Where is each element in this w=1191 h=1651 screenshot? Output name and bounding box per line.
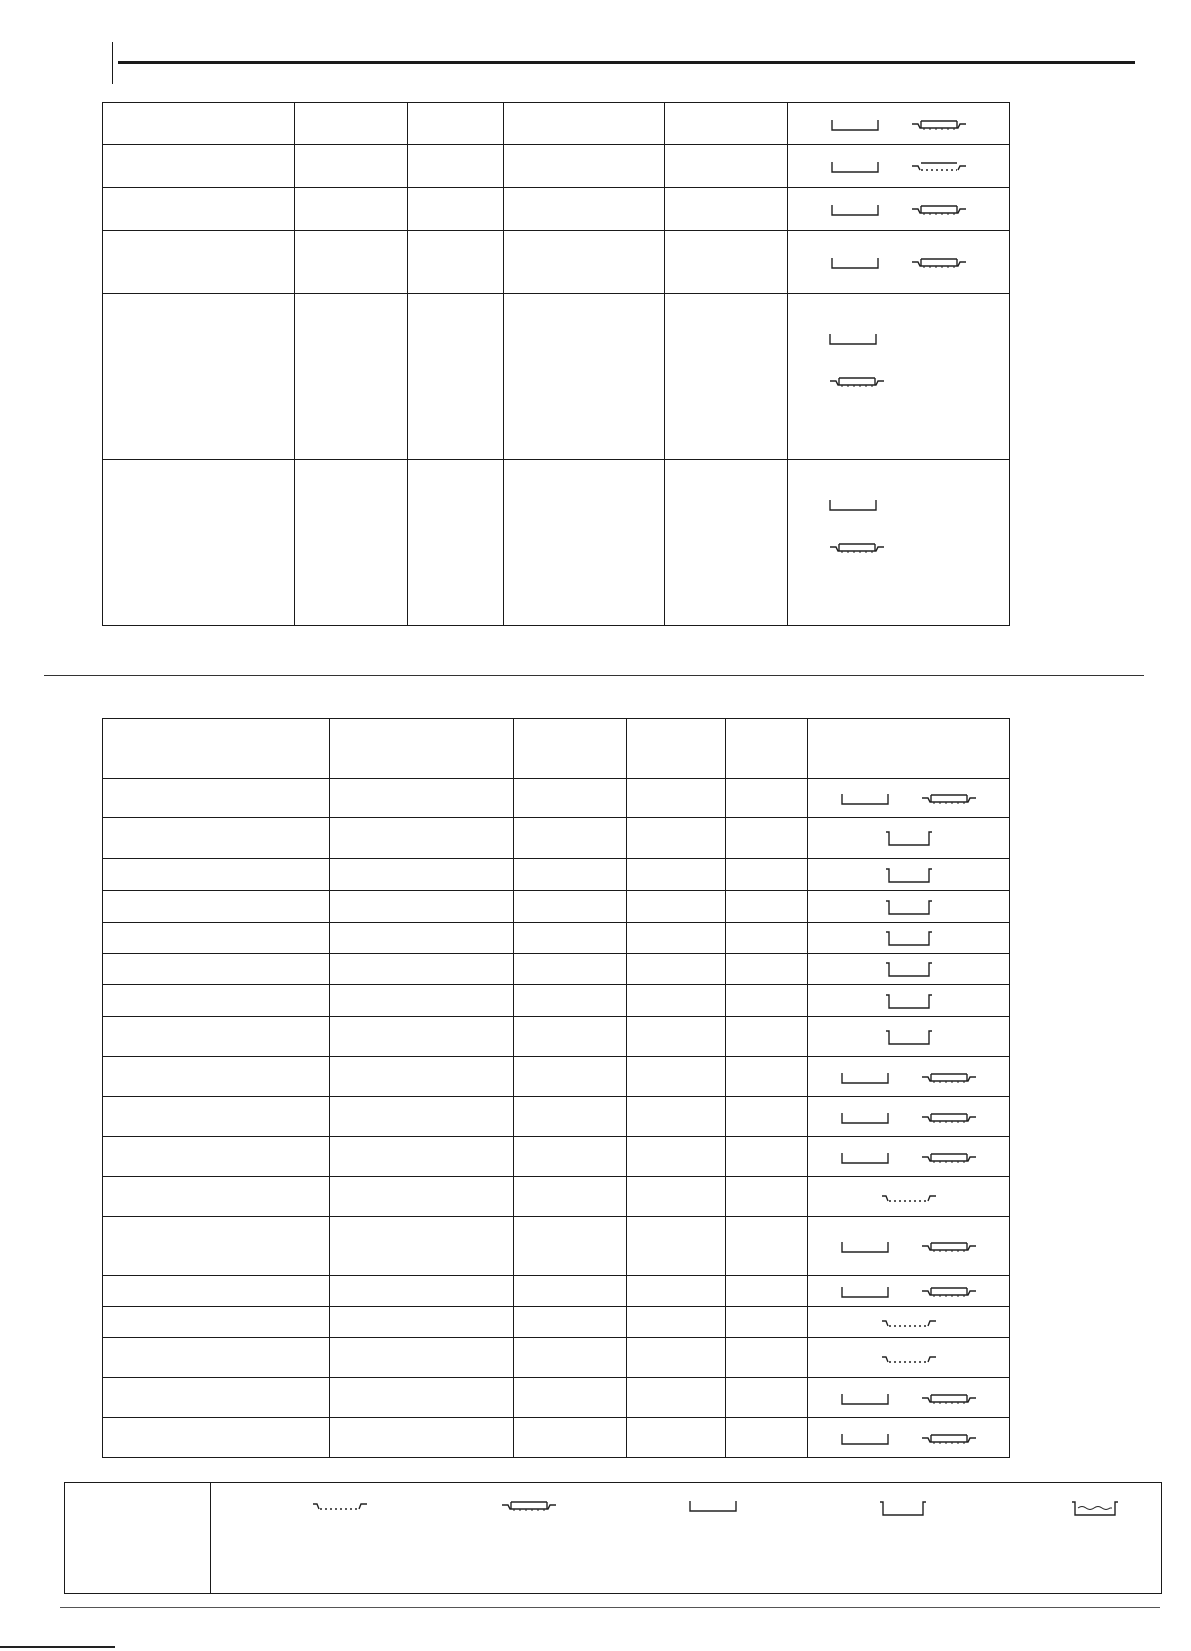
table-cell bbox=[726, 859, 808, 891]
table-cell bbox=[504, 460, 665, 626]
table-cell bbox=[726, 1418, 808, 1458]
table-header-row bbox=[103, 719, 1010, 779]
table-cell bbox=[103, 1307, 330, 1338]
table-cell bbox=[514, 818, 627, 859]
table-cell bbox=[330, 1057, 514, 1097]
table-cell bbox=[726, 779, 808, 818]
table-cell bbox=[103, 460, 295, 626]
accessory-cell bbox=[788, 460, 1010, 626]
legend-item bbox=[1020, 1499, 1170, 1542]
table-cell bbox=[330, 923, 514, 954]
table-row bbox=[103, 859, 1010, 891]
table-cell bbox=[726, 1217, 808, 1276]
table-cell bbox=[103, 231, 295, 294]
table-cell bbox=[726, 1057, 808, 1097]
grill-rack-icon bbox=[920, 1429, 978, 1445]
legend-item bbox=[828, 1499, 978, 1542]
water-pan-icon bbox=[1070, 1504, 1120, 1520]
flat-pan-icon bbox=[840, 1389, 890, 1405]
table-cell bbox=[627, 1217, 726, 1276]
table-cell bbox=[514, 1017, 627, 1057]
wire-rack-icon bbox=[311, 1499, 369, 1515]
deep-pan-icon bbox=[884, 960, 934, 976]
accessory-cell bbox=[808, 779, 1010, 818]
table-cell bbox=[627, 923, 726, 954]
table-cell bbox=[627, 1137, 726, 1177]
table-cell bbox=[295, 188, 408, 231]
table-cell bbox=[627, 1418, 726, 1458]
wire-rack-icon bbox=[880, 1314, 938, 1330]
table-cell bbox=[627, 818, 726, 859]
flat-pan-icon bbox=[828, 499, 878, 515]
table-cell bbox=[295, 145, 408, 188]
legend-items bbox=[210, 1483, 1161, 1593]
table-row bbox=[103, 1418, 1010, 1458]
table-row bbox=[103, 460, 1010, 626]
table-header-cell bbox=[726, 719, 808, 779]
flat-pan-icon bbox=[840, 1108, 890, 1124]
table-cell bbox=[103, 891, 330, 923]
legend-caption bbox=[638, 1522, 788, 1538]
table-cell bbox=[408, 103, 504, 145]
table-cell bbox=[408, 188, 504, 231]
table-cell bbox=[726, 1378, 808, 1418]
accessory-cell bbox=[788, 231, 1010, 294]
table-cell bbox=[103, 859, 330, 891]
table-row bbox=[103, 1378, 1010, 1418]
table-cell bbox=[627, 779, 726, 818]
wire-rack-icon bbox=[880, 1350, 938, 1366]
table-cell bbox=[726, 1177, 808, 1217]
flat-pan-icon bbox=[830, 254, 880, 270]
table-cell bbox=[726, 954, 808, 985]
legend-item bbox=[454, 1499, 604, 1538]
table-row bbox=[103, 1137, 1010, 1177]
table-cell bbox=[330, 1137, 514, 1177]
table-row bbox=[103, 891, 1010, 923]
accessory-cell bbox=[808, 1017, 1010, 1057]
accessory-cell bbox=[808, 1057, 1010, 1097]
table-row bbox=[103, 1338, 1010, 1378]
accessory-cell bbox=[788, 188, 1010, 231]
table-cell bbox=[514, 1276, 627, 1307]
table-cell bbox=[514, 1418, 627, 1458]
table-row bbox=[103, 779, 1010, 818]
table-cell bbox=[103, 1338, 330, 1378]
table-cell bbox=[627, 1338, 726, 1378]
table-cell bbox=[726, 985, 808, 1017]
upper-table bbox=[102, 102, 1010, 626]
deep-pan-icon bbox=[884, 929, 934, 945]
table-cell bbox=[330, 818, 514, 859]
table-row bbox=[103, 1097, 1010, 1137]
table-cell bbox=[103, 145, 295, 188]
table-cell bbox=[103, 188, 295, 231]
table-cell bbox=[665, 460, 788, 626]
flat-pan-icon bbox=[830, 201, 880, 217]
table-cell bbox=[504, 188, 665, 231]
table-cell bbox=[330, 1017, 514, 1057]
table-cell bbox=[330, 1338, 514, 1378]
grill-rack-icon bbox=[910, 254, 968, 270]
accessory-slot bbox=[828, 375, 1003, 392]
table-row bbox=[103, 985, 1010, 1017]
table-cell bbox=[514, 923, 627, 954]
table-cell bbox=[514, 954, 627, 985]
table-cell bbox=[408, 145, 504, 188]
legend-caption bbox=[1020, 1526, 1170, 1542]
lower-table bbox=[102, 718, 1010, 1458]
accessory-cell bbox=[808, 1378, 1010, 1418]
table-cell bbox=[295, 460, 408, 626]
table-cell bbox=[330, 1378, 514, 1418]
flat-pan-icon bbox=[840, 1068, 890, 1084]
legend-item bbox=[265, 1499, 415, 1537]
table-cell bbox=[514, 779, 627, 818]
table-cell bbox=[295, 103, 408, 145]
table-cell bbox=[295, 231, 408, 294]
table-cell bbox=[514, 891, 627, 923]
table-cell bbox=[627, 1276, 726, 1307]
legend-item bbox=[638, 1499, 788, 1538]
header-tick bbox=[112, 42, 113, 84]
accessory-cell bbox=[808, 954, 1010, 985]
flat-pan-icon bbox=[830, 115, 880, 131]
grill-rack-icon bbox=[920, 1238, 978, 1254]
table-header-cell bbox=[103, 719, 330, 779]
table-cell bbox=[103, 1217, 330, 1276]
table-cell bbox=[726, 1338, 808, 1378]
accessory-slot bbox=[828, 332, 1003, 349]
accessory-cell bbox=[808, 1097, 1010, 1137]
table-cell bbox=[665, 103, 788, 145]
table-cell bbox=[330, 859, 514, 891]
accessory-cell bbox=[788, 103, 1010, 145]
table-cell bbox=[726, 891, 808, 923]
footer-rule bbox=[60, 1607, 1160, 1608]
table-cell bbox=[103, 923, 330, 954]
table-cell bbox=[627, 1177, 726, 1217]
flat-pan-icon bbox=[828, 333, 878, 349]
footer-stub bbox=[0, 1646, 115, 1648]
table-cell bbox=[103, 1017, 330, 1057]
table-cell bbox=[514, 1217, 627, 1276]
table-cell bbox=[514, 1338, 627, 1378]
table-cell bbox=[330, 891, 514, 923]
accessory-legend bbox=[64, 1482, 1162, 1594]
table-row bbox=[103, 1177, 1010, 1217]
accessory-cell bbox=[808, 891, 1010, 923]
table-cell bbox=[330, 985, 514, 1017]
flat-pan-icon bbox=[840, 1429, 890, 1445]
table-cell bbox=[103, 818, 330, 859]
table-cell bbox=[330, 1217, 514, 1276]
table-cell bbox=[103, 1097, 330, 1137]
table-cell bbox=[103, 1276, 330, 1307]
table-cell bbox=[514, 1378, 627, 1418]
section-divider bbox=[44, 675, 1144, 676]
accessory-cell bbox=[808, 1276, 1010, 1307]
accessory-cell bbox=[808, 859, 1010, 891]
table-row bbox=[103, 1276, 1010, 1307]
flat-pan-icon bbox=[840, 1238, 890, 1254]
legend-caption bbox=[828, 1526, 978, 1542]
table-cell bbox=[514, 1307, 627, 1338]
table-cell bbox=[627, 1017, 726, 1057]
flat-pan-icon bbox=[688, 1500, 738, 1516]
table-cell bbox=[627, 1307, 726, 1338]
table-row bbox=[103, 145, 1010, 188]
deep-pan-icon bbox=[884, 1027, 934, 1043]
table-cell bbox=[295, 294, 408, 460]
table-cell bbox=[504, 294, 665, 460]
table-cell bbox=[330, 1177, 514, 1217]
table-row bbox=[103, 1017, 1010, 1057]
flat-pan-icon bbox=[840, 1283, 890, 1299]
table-cell bbox=[103, 1378, 330, 1418]
table-row bbox=[103, 1217, 1010, 1276]
header-rule bbox=[118, 61, 1135, 64]
table-cell bbox=[627, 954, 726, 985]
table-cell bbox=[514, 1137, 627, 1177]
table-cell bbox=[514, 1097, 627, 1137]
deep-pan-icon bbox=[884, 865, 934, 881]
table-cell bbox=[726, 1137, 808, 1177]
deep-pan-icon bbox=[878, 1504, 928, 1520]
table-cell bbox=[330, 954, 514, 985]
table-row bbox=[103, 231, 1010, 294]
table-cell bbox=[504, 145, 665, 188]
table-cell bbox=[627, 891, 726, 923]
table-cell bbox=[627, 859, 726, 891]
table-cell bbox=[627, 985, 726, 1017]
table-header-cell bbox=[808, 719, 1010, 779]
grill-rack-icon bbox=[910, 115, 968, 131]
accessory-cell bbox=[808, 923, 1010, 954]
table-cell bbox=[408, 231, 504, 294]
table-cell bbox=[726, 923, 808, 954]
accessory-cell bbox=[808, 1307, 1010, 1338]
table-cell bbox=[665, 188, 788, 231]
table-row bbox=[103, 1307, 1010, 1338]
grill-rack-icon bbox=[920, 1108, 978, 1124]
table-cell bbox=[103, 1137, 330, 1177]
grill-rack-icon bbox=[920, 1148, 978, 1164]
grill-rack-icon bbox=[920, 1068, 978, 1084]
grill-rack-icon bbox=[920, 790, 978, 806]
table-header-cell bbox=[627, 719, 726, 779]
flat-pan-icon bbox=[840, 1148, 890, 1164]
table-cell bbox=[514, 1177, 627, 1217]
table-cell bbox=[103, 103, 295, 145]
legend-caption bbox=[265, 1521, 415, 1537]
accessory-cell bbox=[808, 1418, 1010, 1458]
deep-pan-icon bbox=[884, 991, 934, 1007]
accessory-cell bbox=[808, 1217, 1010, 1276]
table-cell bbox=[103, 1418, 330, 1458]
table-cell bbox=[330, 779, 514, 818]
accessory-cell bbox=[788, 294, 1010, 460]
table-cell bbox=[330, 1276, 514, 1307]
table-row bbox=[103, 188, 1010, 231]
accessory-cell bbox=[808, 1338, 1010, 1378]
table-header-cell bbox=[514, 719, 627, 779]
table-cell bbox=[665, 294, 788, 460]
table-cell bbox=[627, 1097, 726, 1137]
table-cell bbox=[408, 460, 504, 626]
table-cell bbox=[103, 779, 330, 818]
table-cell bbox=[103, 1177, 330, 1217]
grill-rack-icon bbox=[828, 542, 886, 558]
table-cell bbox=[627, 1378, 726, 1418]
grill-rack-icon bbox=[920, 1283, 978, 1299]
grill-rack-icon bbox=[500, 1500, 558, 1516]
table-header-row bbox=[103, 103, 1010, 145]
table-header-cell bbox=[330, 719, 514, 779]
table-cell bbox=[103, 294, 295, 460]
accessory-cell bbox=[808, 1177, 1010, 1217]
table-cell bbox=[514, 985, 627, 1017]
wire-rack-dotted-icon bbox=[910, 158, 968, 174]
table-row bbox=[103, 818, 1010, 859]
table-cell bbox=[726, 1097, 808, 1137]
table-cell bbox=[726, 1276, 808, 1307]
grill-rack-icon bbox=[828, 376, 886, 392]
table-cell bbox=[726, 818, 808, 859]
table-cell bbox=[103, 954, 330, 985]
table-cell bbox=[514, 1057, 627, 1097]
table-cell bbox=[408, 294, 504, 460]
accessory-cell bbox=[808, 985, 1010, 1017]
table-cell bbox=[330, 1307, 514, 1338]
legend-caption bbox=[454, 1522, 604, 1538]
table-row bbox=[103, 1057, 1010, 1097]
accessory-cell bbox=[788, 145, 1010, 188]
table-cell bbox=[627, 1057, 726, 1097]
table-cell bbox=[330, 1097, 514, 1137]
accessory-cell bbox=[808, 1137, 1010, 1177]
table-row bbox=[103, 294, 1010, 460]
accessory-slot bbox=[828, 498, 1003, 515]
table-cell bbox=[726, 1017, 808, 1057]
table-cell bbox=[103, 1057, 330, 1097]
table-cell bbox=[665, 145, 788, 188]
deep-pan-icon bbox=[884, 897, 934, 913]
wire-rack-icon bbox=[880, 1189, 938, 1205]
table-cell bbox=[726, 1307, 808, 1338]
table-cell bbox=[665, 231, 788, 294]
table-cell bbox=[330, 1418, 514, 1458]
deep-pan-icon bbox=[884, 829, 934, 845]
table-cell bbox=[514, 859, 627, 891]
grill-rack-icon bbox=[910, 201, 968, 217]
grill-rack-icon bbox=[920, 1389, 978, 1405]
accessory-cell bbox=[808, 818, 1010, 859]
table-cell bbox=[504, 103, 665, 145]
table-cell bbox=[504, 231, 665, 294]
flat-pan-icon bbox=[840, 790, 890, 806]
table-row bbox=[103, 923, 1010, 954]
table-cell bbox=[103, 985, 330, 1017]
flat-pan-icon bbox=[830, 158, 880, 174]
legend-label bbox=[65, 1483, 211, 1593]
accessory-slot bbox=[828, 541, 1003, 558]
table-row bbox=[103, 954, 1010, 985]
